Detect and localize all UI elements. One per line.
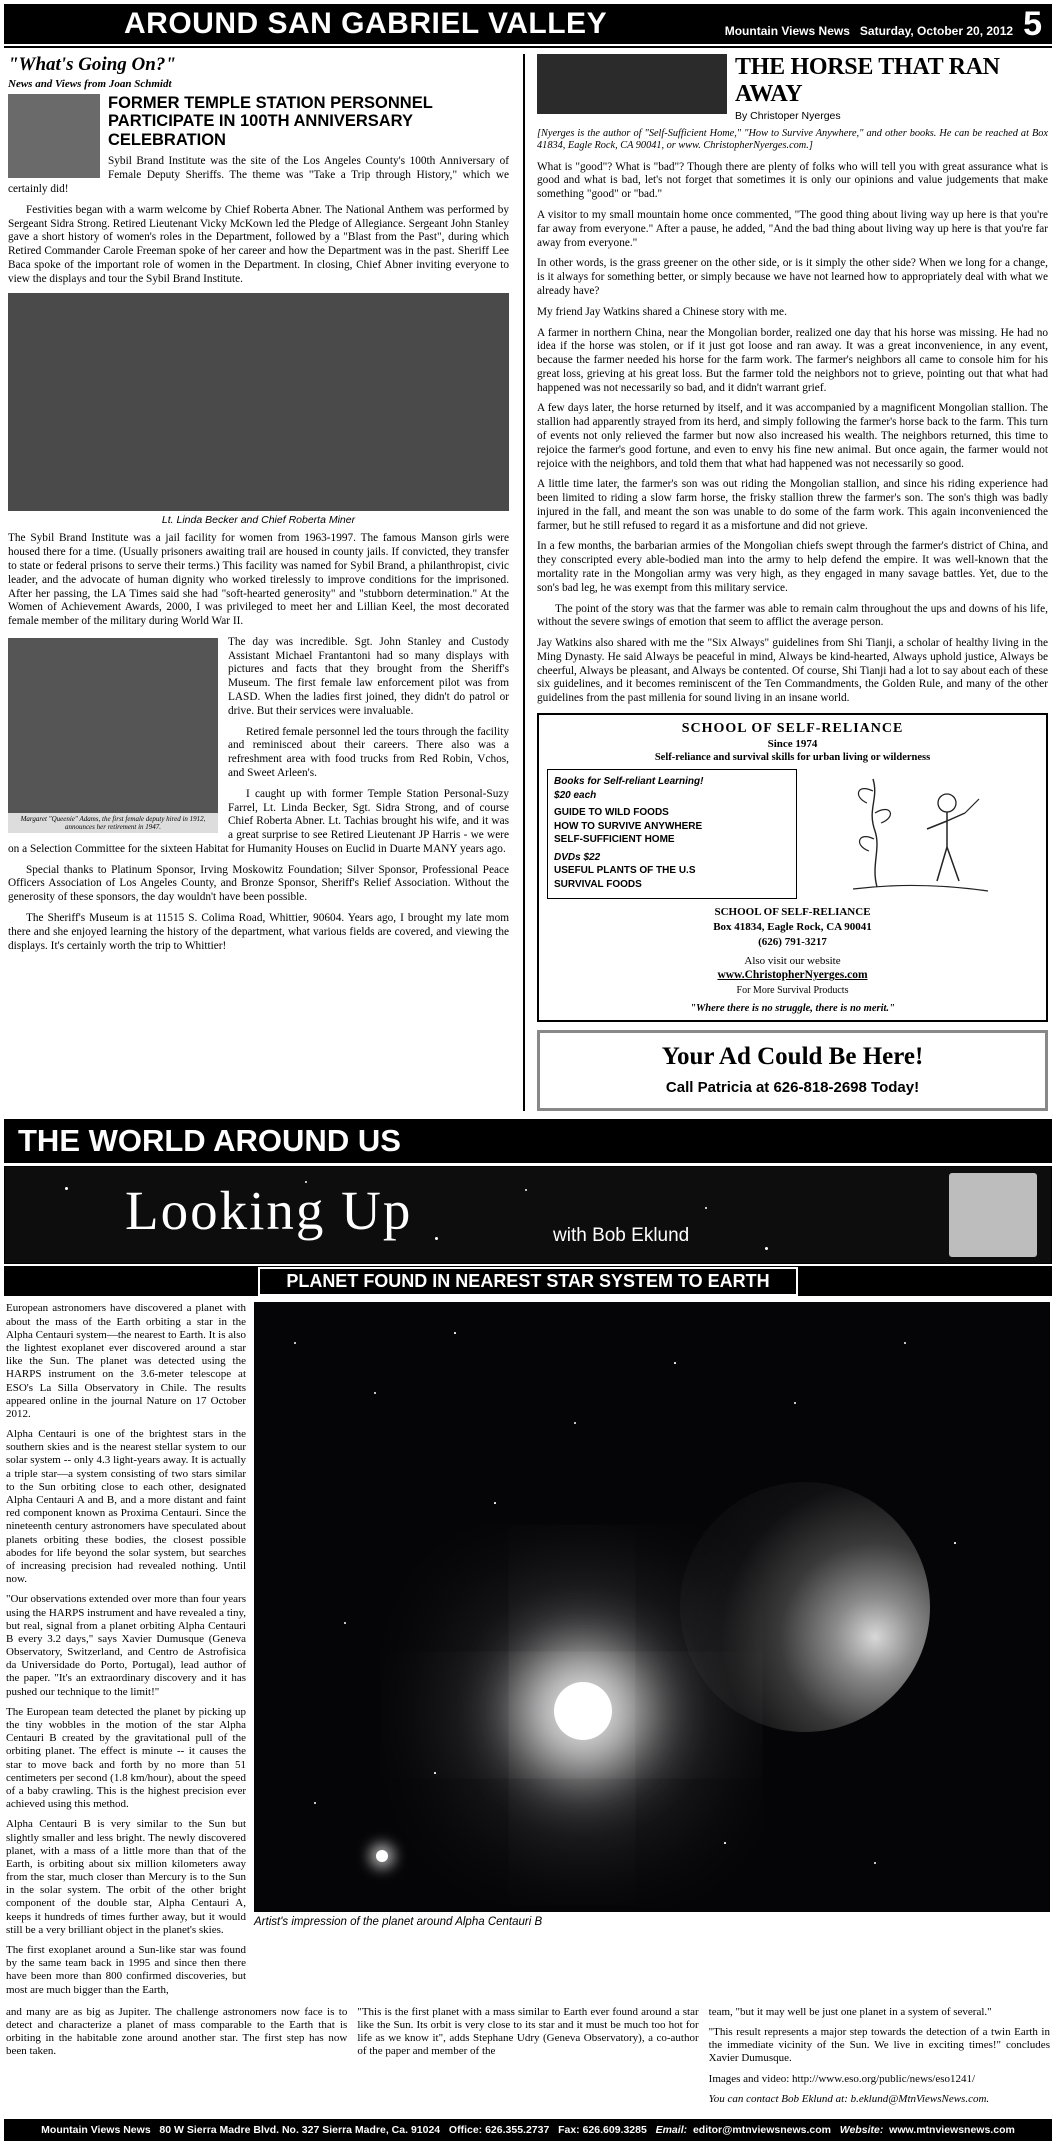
footer-address: 80 W Sierra Madre Blvd. No. 327 Sierra Madre, Ca. 91024 — [159, 2123, 441, 2136]
ad-self-box-price: $20 each — [554, 789, 597, 801]
world-right-column — [254, 1302, 1050, 2003]
footer-paper: Mountain Views News — [41, 2123, 151, 2136]
world-p2: Alpha Centauri is one of the brightest stars in the southern skies and is the nearest stellar system to our solar system -- only 4.3 light-years away. It is actually a triple star—a system consisting of two stars similar to the Sun orbiting close to each other, designated Alpha Centauri A and B, and a more distant and faint red component known as Proxima Centauri. Since the nineteenth century astronomers have speculated about planets orbiting these bodies, the closest possible abodes for life beyond the solar system, but searches of increasing precision had revealed nothing. Until now. — [6, 1428, 246, 1586]
ad-self-foot-address: Box 41834, Eagle Rock, CA 90041 — [713, 920, 872, 933]
right-p4: My friend Jay Watkins shared a Chinese story with me. — [537, 305, 787, 318]
right-p8: In a few months, the barbarian armies of the Mongolian chiefs swept through the farmer's district of China, and they conscripted every able-bodied man into the army to help defend the empire. It was well-known that the mortality rate in the Mongolian army was very high, as they engaged in many savage battles. Yet, due to the son's bad leg, he was exempt from this military service. — [537, 540, 1048, 594]
ad-self-product-box — [547, 769, 797, 899]
footer-website-label: Website: — [839, 2123, 884, 2136]
right-headline: THE HORSE THAT RAN AWAY — [735, 54, 1000, 107]
world-p6: The first exoplanet around a Sun-like star was found by the same team back in 1995 and since then there have been more than 800 confirmed discoveries, but most are much bigger than the Earth, — [6, 1944, 246, 1996]
ad-self-title: SCHOOL OF SELF-RELIANCE — [681, 721, 904, 737]
left-p8: The Sheriff's Museum is at 11515 S. Colima Road, Whittier, 90604. Years ago, I brought my late mom there and she enjoyed learning the history of the department, what various fields are covered, and viewing the displays. It's certainly worth the trip to Whittier! — [8, 911, 510, 952]
your-ad-line2: Call Patricia at 626-818-2698 Today! — [665, 1079, 920, 1097]
ad-self-tagline: Self-reliance and survival skills for urban living or wilderness — [654, 752, 931, 764]
right-p5: A farmer in northern China, near the Mongolian border, realized one day that his horse was missing. He had no idea if the horse was stolen, or if it just got loose and ran away. It was a great inconvenience, in any event, because the farmer needed his horse for the farm work. The farmer's neighbors all came to console him for his great loss, grieving at his great loss. But the farmer told the neighbors not to grieve, pointing out that what had happened was not necessarily so bad, and it didn't warrant grief. — [537, 326, 1048, 394]
ad-self-box-heading: Books for Self-reliant Learning! — [554, 776, 704, 788]
right-p10: Jay Watkins also shared with me the "Six Always" guidelines from Shi Tianji, a scholar of healthy living in the Ming Dynasty. He said Always be peaceful in mind, Always be kind-hearted, Always uphold justice, Always be cheerful, Always be pleasant, and Always be contented. Of course, Shi Tianji had a lot to say about each of these six guidelines, and it becomes reminiscent of the Ten Commandments, the Golden Rule, and many of the other guidelines from the past millenia for sound living in an insane world. — [537, 637, 1048, 705]
right-p6: A few days later, the horse returned by itself, and it was accompanied by a magnificent Mongolian stallion. The stallion had apparently strayed from its herd, and simply following the farmer's horse back to the farm. This turn of events not only relieved the farmer but now also increased his wealth. The neighbors returned, this time to rejoice the farmer's good fortune, and even to envy his fine new animal. But once again, the farmer would not rejoice with the neighbors, and told them that what had happened was not necessarily so good. — [537, 402, 1048, 470]
left-p5: Retired female personnel led the tours through the facility and reminisced about their careers. There also was a refreshment area with food trucks from Red Robin, Vchos, and Sweet Arleen's. — [228, 725, 510, 779]
planet-sphere — [680, 1482, 930, 1732]
world-bottom-columns — [6, 2006, 1050, 2113]
world-p5: Alpha Centauri B is very similar to the Sun but slightly smaller and less bright. The newly discovered planet, with a mass of a little more than that of the Earth, is orbiting about six million kilometers away from the star, much closer than Mercury is to the Sun in the solar system. The orbit of the other bright component of the double star, Alpha Centauri A, keeps it hundreds of times further away, but it would still be a very brilliant object in the planet's skies. — [6, 1818, 246, 1936]
your-ad-line1: Your Ad Could Be Here! — [661, 1043, 924, 1071]
sybil-brand-photo-caption: Lt. Linda Becker and Chief Roberta Miner — [161, 514, 356, 527]
ad-self-book-2: HOW TO SURVIVE ANYWHERE — [554, 820, 703, 832]
looking-up-logo — [4, 1166, 1052, 1264]
ad-self-book-1: GUIDE TO WILD FOODS — [554, 807, 669, 819]
world-bottom-col-2 — [357, 2006, 698, 2113]
masthead-paper-date — [725, 24, 1013, 38]
queenie-adams-caption: Margaret "Queenie" Adams, the first female deputy hired in 1912, announces her retirement in 1947. — [8, 813, 218, 833]
left-kicker-sub: News and Views from Joan Schmidt — [8, 78, 172, 90]
masthead-title: AROUND SAN GABRIEL VALLEY — [124, 7, 608, 40]
ad-self-illustration — [797, 769, 1038, 899]
world-p11[interactable]: Images and video: http://www.eso.org/public/news/eso1241/ — [708, 2072, 976, 2085]
ad-self-quote: "Where there is no struggle, there is no merit." — [690, 1003, 895, 1015]
world-bottom-col-3 — [709, 2006, 1050, 2113]
footer-email-label: Email: — [655, 2123, 688, 2136]
right-p9: The point of the story was that the farmer was able to remain calm throughout the ups and downs of his life, without the severe swings of emotion that seem to afflict the average person. — [537, 602, 1048, 629]
ad-self-dvd-1: USEFUL PLANTS OF THE U.S — [554, 865, 696, 877]
joan-schmidt-portrait — [8, 94, 100, 178]
world-p10: "This result represents a major step towards the detection of a twin Earth in the immediate vicinity of the Sun. We live in exciting times!" concludes Xavier Dumusque. — [708, 2025, 1050, 2065]
world-p3: "Our observations extended over more than four years using the HARPS instrument and have revealed a tiny, but real, signal from a planet orbiting Alpha Centauri B every 3.2 days," says Xavier Dumusque (Geneva Observatory, Switzerland, and Centro de Astrofisica da Universidade do Porto, Portugal), lead author of the paper. "It's an extraordinary discovery and it has pushed our technique to the limit!" — [6, 1593, 246, 1698]
masthead-paper: Mountain Views News — [724, 24, 850, 38]
sybil-brand-photo — [8, 293, 509, 511]
school-of-self-reliance-ad[interactable] — [537, 713, 1048, 1022]
left-kicker: "What's Going On?" — [8, 54, 176, 75]
world-around-us-title: THE WORLD AROUND US — [18, 1123, 401, 1159]
left-p6: I caught up with former Temple Station Personal-Suzy Farrel, Lt. Linda Becker, Sgt. Sidra Strong, and of course Chief Roberta Abner. Lt. Tachias brought his wife, and it was a great surprise to see Retired Lieutenant JP Harris - we were on a Selection Committee for the sixteen Habitat for Humanity Houses on Euclid in Duarte MANY years ago. — [8, 787, 510, 855]
masthead-date: Saturday, October 20, 2012 — [859, 24, 1014, 38]
footer-fax: Fax: 626.609.3285 — [558, 2123, 647, 2136]
world-left-column — [6, 1302, 254, 2003]
ad-self-dvd-2: SURVIVAL FOODS — [554, 878, 642, 890]
ad-self-website-sub: For More Survival Products — [736, 984, 849, 996]
alpha-centauri-artist-impression — [254, 1302, 1050, 1912]
bob-eklund-portrait — [949, 1173, 1037, 1257]
right-column — [529, 54, 1048, 1111]
world-p9: team, "but it may well be just one planet in a system of several." — [708, 2005, 992, 2018]
planet-headline-bar — [4, 1266, 1052, 1296]
footer-website[interactable]: www.mtnviewsnews.com — [889, 2123, 1015, 2136]
your-ad-here-ad[interactable] — [537, 1030, 1048, 1111]
right-p2: A visitor to my small mountain home once commented, "The good thing about living way up here is that you're far away from everyone." After a pause, he added, "And the bad thing about living way up here is that you're far away from everyone." — [537, 209, 1048, 249]
left-p2: Festivities began with a warm welcome by Chief Roberta Abner. The National Anthem was performed by Sergeant Sidra Strong. Retired Lieutenant Vicky McKown led the Pledge of Allegiance. Sergeant John Stanley gave a short history of women's roles in the Department, followed by a "Blast from the Past", during which Retired Commander Carole Freeman spoke of her career and how the Department was in the past. Sheriff Lee Baca spoke of the important role of women in the Department. In closing, Chief Abner inviting everyone to view the displays and tour the Sybil Brand Institute. — [8, 203, 510, 285]
ad-self-foot-name: SCHOOL OF SELF-RELIANCE — [714, 906, 871, 919]
ad-self-website-label: Also visit our website — [744, 954, 841, 967]
right-author-note: [Nyerges is the author of "Self-Sufficient Home," "How to Survive Anywhere," and other books. He can be reached at Box 41834, Eagle Rock, CA 90041, or www. ChristopherNyerges.com.] — [537, 128, 1048, 152]
ad-self-website-link[interactable]: www.ChristopherNyerges.com — [717, 969, 868, 982]
page-footer — [4, 2119, 1052, 2141]
left-column — [8, 54, 519, 1111]
footer-email[interactable]: editor@mtnviewsnews.com — [692, 2123, 831, 2136]
planet-headline: PLANET FOUND IN NEAREST STAR SYSTEM TO EARTH — [258, 1267, 797, 1296]
world-p7: and many are as big as Jupiter. The challenge astronomers now face is to detect and characterize a planet of mass comparable to the Earth that is orbiting in the habitable zone around another star. The first step has now been taken. — [6, 2005, 348, 2058]
right-p3: In other words, is the grass greener on the other side, or is it simply the other side? When we long for a change, is it always for something better, or simply because we have not learned how to appropriately deal with what we already have? — [537, 257, 1048, 297]
alpha-centauri-a-star — [376, 1850, 388, 1862]
alpha-centauri-b-star — [554, 1682, 612, 1740]
world-p12[interactable]: You can contact Bob Eklund at: b.eklund@MtnViewsNews.com. — [708, 2092, 990, 2105]
world-p4: The European team detected the planet by picking up the tiny wobbles in the motion of the star Alpha Centauri B created by the gravitational pull of the orbiting planet. The effect is minute -- it causes the star to move back and forth by no more than 51 centimeters per second (1.8 km/hour), about the speed of a baby crawling. This is the highest precision ever achieved using this method. — [6, 1705, 246, 1811]
ad-self-book-3: SELF-SUFFICIENT HOME — [554, 834, 675, 846]
main-columns — [0, 48, 1056, 1111]
right-byline: By Christoper Nyerges — [735, 110, 841, 122]
left-p3: The Sybil Brand Institute was a jail facility for women from 1963-1997. The famous Manson girls were housed there for a time. (Usually prisoners awaiting trail are housed in county jails. If convicted, they transfer to state or federal prisons to serve their terms.) This facility was named for Sybil Brand, a philanthropist, civic leader, and the advocate of human dignity who worked tirelessly to improve conditions for the imprisoned. After her passing, the LA Times said she had "soft-hearted generosity" and "stubborn determination." At the Women of Achievement Awards, 2000, I was privileged to meet her and Lillian Keel, the most decorated female member of the military during World War II. — [8, 532, 510, 628]
horse-photo — [537, 54, 727, 114]
queenie-adams-photo — [8, 638, 218, 833]
page-number: 5 — [1023, 5, 1042, 43]
left-p7: Special thanks to Platinum Sponsor, Irving Moskowitz Foundation; Silver Sponsor, Professional Peace Officers Association of Los Angeles County, and Bronze Sponsor, Sheriff's Relief Association. Without the generosity of these sponsors, the day wouldn't have been possible. — [8, 863, 510, 904]
footer-office: Office: 626.355.2737 — [448, 2123, 550, 2136]
world-columns — [6, 1302, 1050, 2003]
world-p1: European astronomers have discovered a planet with about the mass of the Earth orbiting a star in the Alpha Centauri system—the nearest to Earth. It is also the lightest exoplanet ever discovered around a star like the Sun. The planet was detected using the HARPS instrument on the 3.6-meter telescope at ESO's La Silla Observatory in Chile. The results appeared online in the journal Nature on 17 October 2012. — [6, 1302, 246, 1420]
world-p8: "This is the first planet with a mass similar to Earth ever found around a star like the Sun. Its orbit is very close to its star and it must be much too hot for life as we know it", adds Stephane Udry (Geneva Observatory), a co-author of the paper and member of the — [357, 2005, 699, 2058]
right-p1: What is "good"? What is "bad"? Though there are plenty of folks who will tell you with great assurance what is good and what is bad, let's not forget that sometimes it is only our opinions and value judgements that make something "good" or "bad." — [537, 160, 1048, 201]
world-around-us-banner — [4, 1119, 1052, 1163]
masthead — [4, 4, 1052, 44]
world-bottom-col-1 — [6, 2006, 347, 2113]
column-divider — [523, 54, 525, 1111]
left-headline: FORMER TEMPLE STATION PERSONNEL PARTICIPATE IN 100TH ANNIVERSARY CELEBRATION — [108, 94, 433, 149]
newspaper-page — [0, 4, 1056, 2141]
left-p1: Sybil Brand Institute was the site of the Los Angeles County's 100th Anniversary of Female Deputy Sheriffs. The theme was "Take a Trip through History," which we certainly did! — [8, 155, 510, 195]
ad-self-foot-phone: (626) 791-3217 — [758, 935, 827, 948]
ad-self-since: Since 1974 — [767, 738, 818, 751]
right-p7: A little time later, the farmer's son was out riding the Mongolian stallion, and since his riding experience had been limited to riding a slow farm horse, the frisky stallion threw the farmer's son. The son's thigh was badly injured in the fall, and meant the son was unable to do some of the farm work. This again inconvenienced the farmer, but he still refused to regard it as a misfortune and did not grieve. — [537, 478, 1048, 532]
ad-self-dvd-heading: DVDs $22 — [554, 851, 601, 863]
space-photo-caption: Artist's impression of the planet around Alpha Centauri B — [254, 1916, 543, 1929]
looking-up-text: Looking Up — [125, 1180, 413, 1242]
looking-up-byline: with Bob Eklund — [553, 1225, 690, 1247]
left-p4: The day was incredible. Sgt. John Stanley and Custody Assistant Michael Frantantoni had so many displays with pictures and facts that they brought from the Sheriff's Museum. The first female law enforcement pilot was from LASD. When the ladies first joined, they didn't do patrol or drive. But their services were invaluable. — [228, 635, 510, 717]
